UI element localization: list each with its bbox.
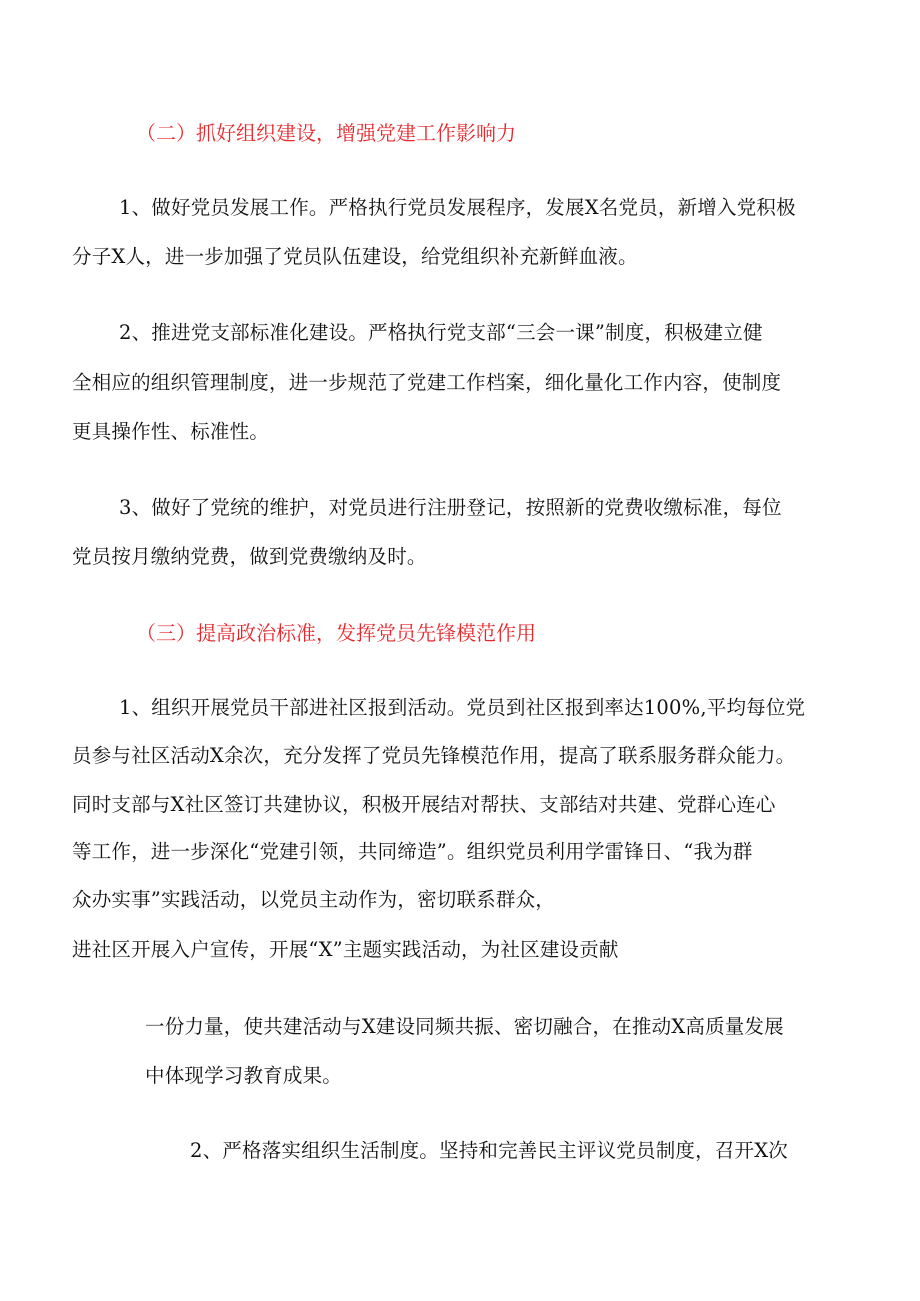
s2-item2-line1: 2、推进党支部标准化建设。严格执行党支部“三会一课”制度，积极建立健 <box>119 321 763 344</box>
s3-item1-line5: 众办实事”实践活动，以党员主动作为，密切联系群众， <box>72 888 555 911</box>
s3-item2-line1: 2、严格落实组织生活制度。坚持和完善民主评议党员制度，召开X次 <box>190 1139 788 1162</box>
section-2-heading: （二）抓好组织建设，增强党建工作影响力 <box>136 121 516 145</box>
s3-item1-line1: 1、组织开展党员干部进社区报到活动。党员到社区报到率达100%,平均每位党 <box>119 696 806 719</box>
s3-item1-line2: 员参与社区活动X余次，充分发挥了党员先锋模范作用，提高了联系服务群众能力。 <box>72 744 796 767</box>
s3-item1-line6: 进社区开展入户宣传，开展“X”主题实践活动，为社区建设贡献 <box>72 938 619 961</box>
s2-item2-line3: 更具操作性、标准性。 <box>72 420 270 443</box>
s3-item1-line7: 一份力量，使共建活动与X建设同频共振、密切融合，在推动X高质量发展 <box>145 1015 784 1038</box>
s3-item1-line4: 等工作，进一步深化“党建引领，共同缔造”。组织党员利用学雷锋日、“我为群 <box>72 840 753 863</box>
s2-item3-line1: 3、做好了党统的维护，对党员进行注册登记，按照新的党费收缴标准，每位 <box>119 496 782 519</box>
s2-item1-line1: 1、做好党员发展工作。严格执行党员发展程序，发展X名党员，新增入党积极 <box>119 196 796 219</box>
s2-item2-line2: 全相应的组织管理制度，进一步规范了党建工作档案，细化量化工作内容，使制度 <box>72 371 782 394</box>
s2-item1-line2: 分子X人，进一步加强了党员队伍建设，给党组织补充新鲜血液。 <box>72 245 638 268</box>
section-3-heading: （三）提高政治标准，发挥党员先锋模范作用 <box>136 621 536 645</box>
s2-item3-line2: 党员按月缴纳党费，做到党费缴纳及时。 <box>72 545 427 568</box>
s3-item1-line8: 中体现学习教育成果。 <box>145 1064 343 1087</box>
s3-item1-line3: 同时支部与X社区签订共建协议，积极开展结对帮扶、支部结对共建、党群心连心 <box>72 793 776 816</box>
